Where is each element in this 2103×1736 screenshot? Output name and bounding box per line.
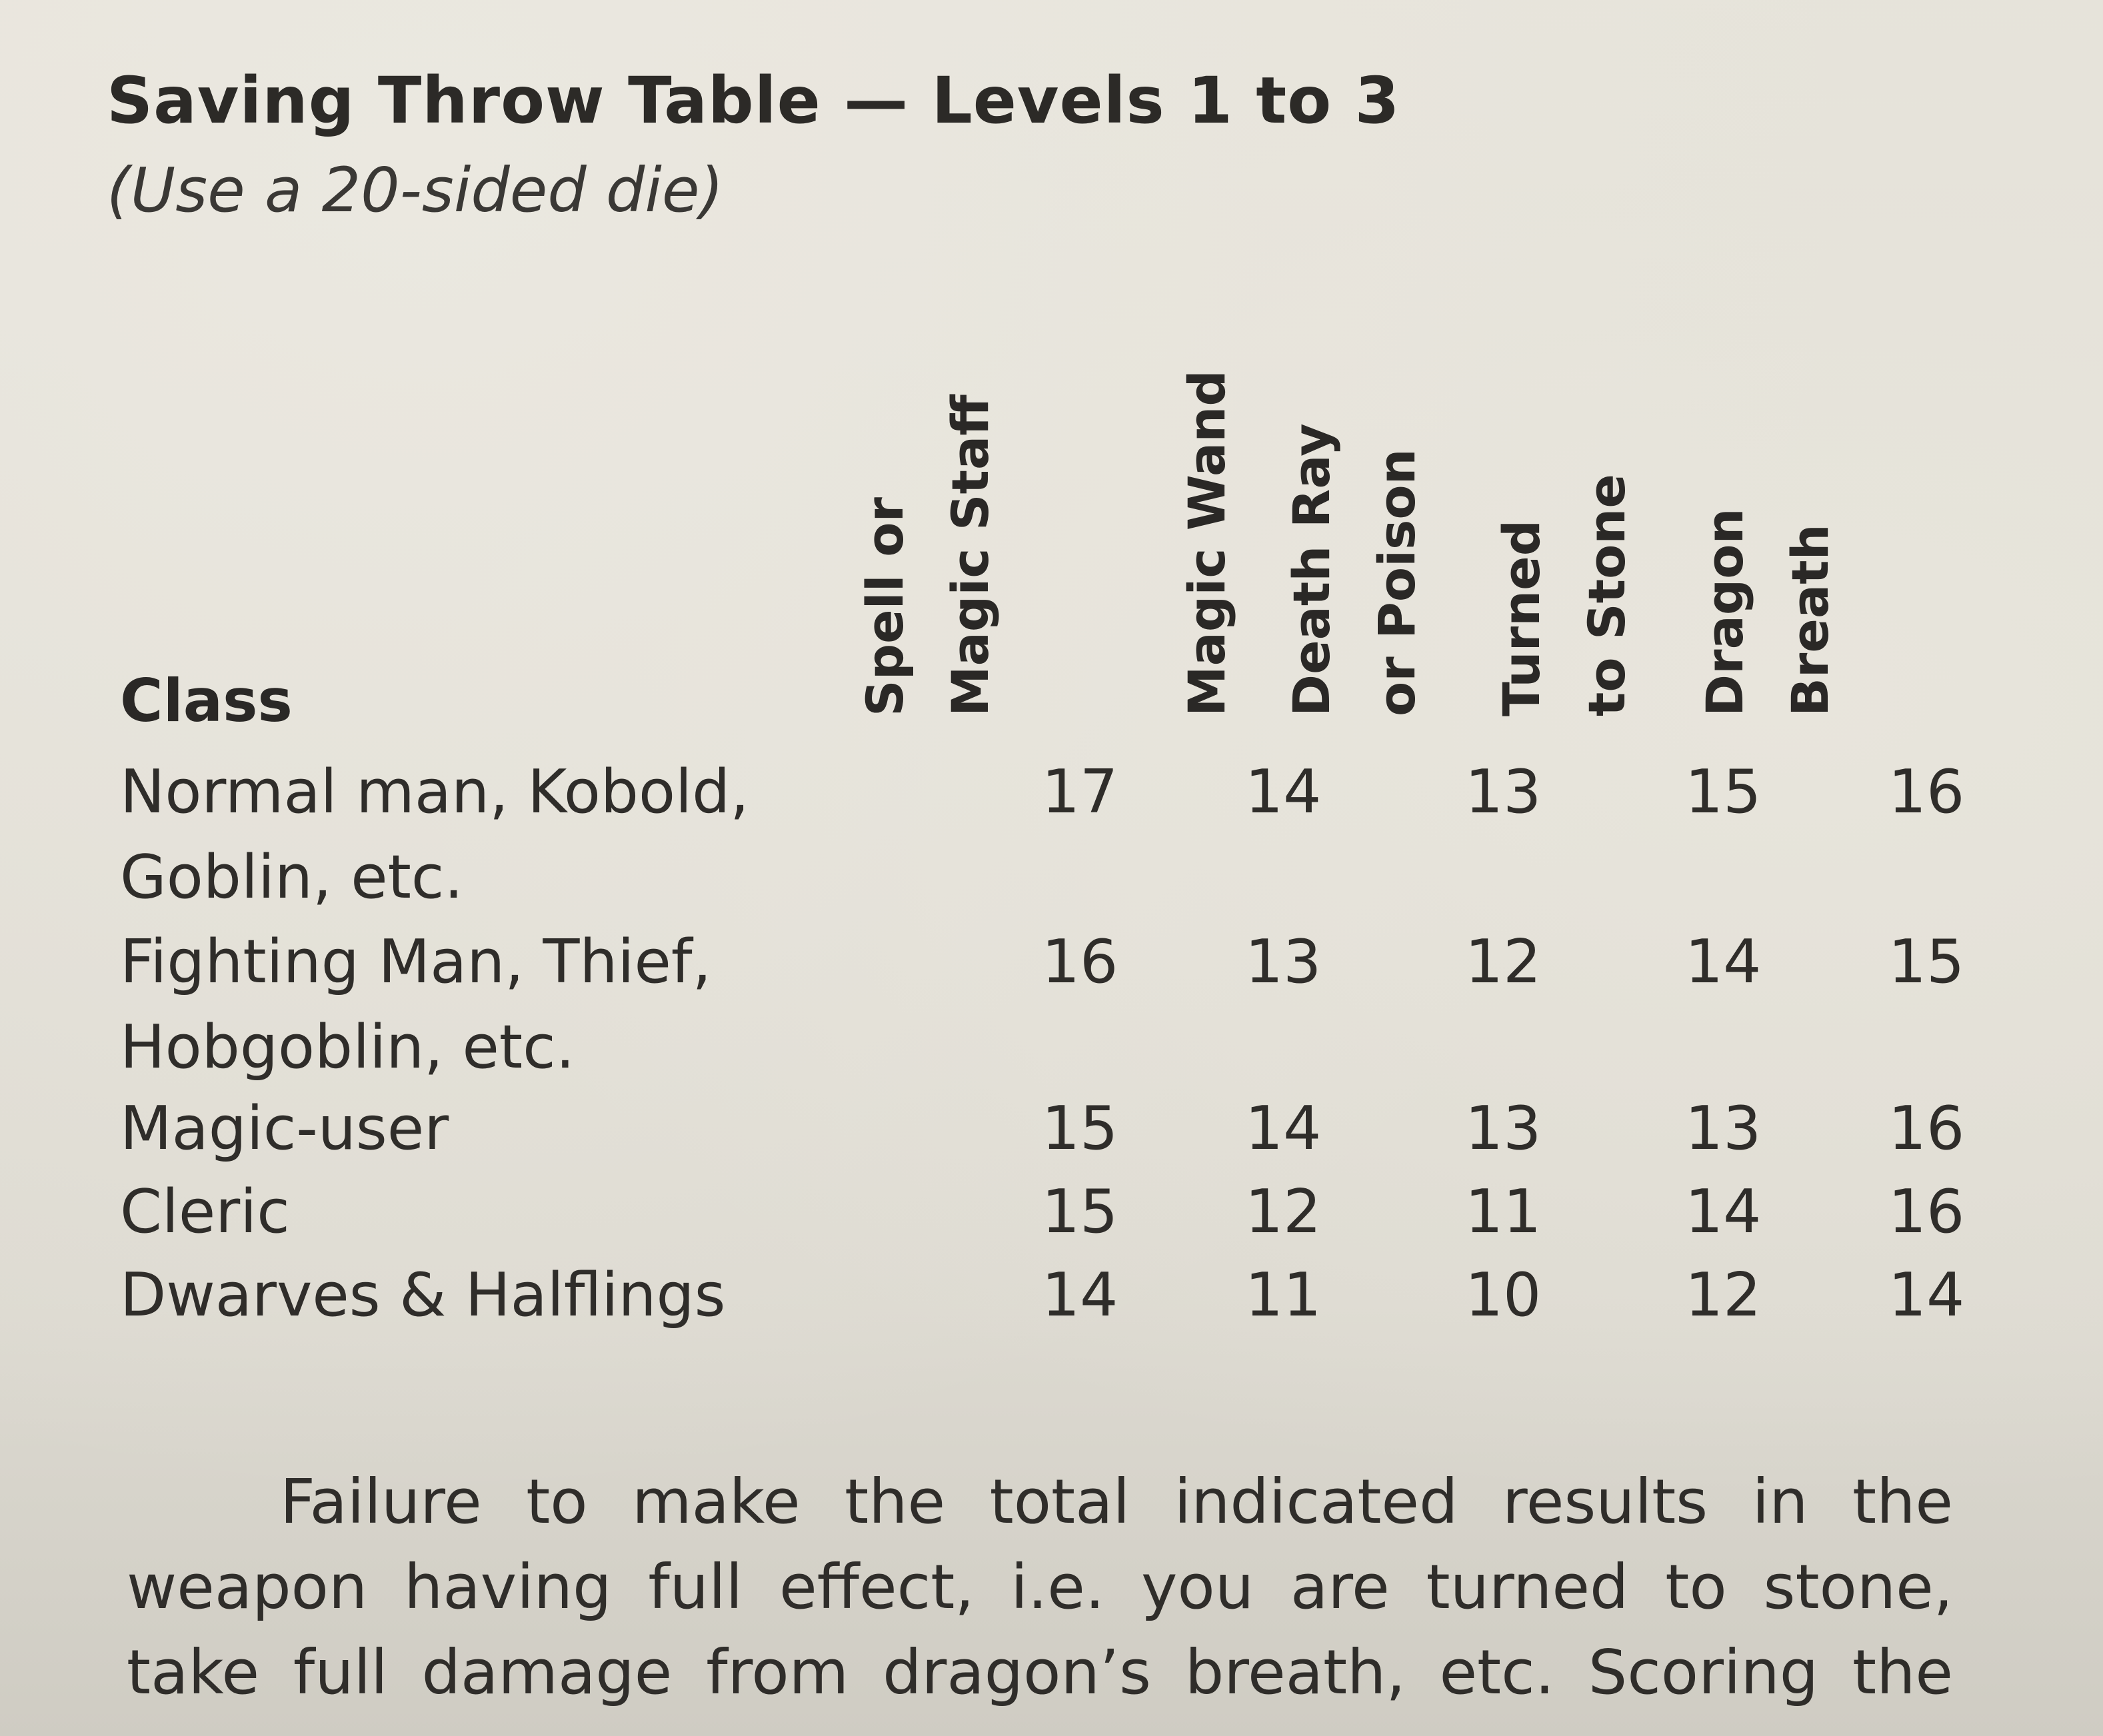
save-value: 13 <box>1464 1094 1542 1164</box>
class-name <box>120 1253 726 1338</box>
class-name <box>120 1086 449 1172</box>
save-value: 13 <box>1684 1094 1762 1164</box>
column-header-line: Magic Wand <box>1177 370 1236 716</box>
column-header-line: to Stone <box>1577 474 1636 716</box>
save-value: 15 <box>1041 1177 1118 1247</box>
column-header-line: Breath <box>1780 524 1840 716</box>
save-value: 16 <box>1888 757 1965 827</box>
save-value: 12 <box>1464 927 1542 997</box>
class-column-header: Class <box>120 666 293 735</box>
class-name-line: Cleric <box>120 1177 290 1247</box>
column-header-line: Death Ray <box>1282 423 1341 716</box>
class-name-line: Dwarves & Halflings <box>120 1260 726 1330</box>
save-value: 16 <box>1888 1094 1965 1164</box>
column-header-line: Magic Staff <box>941 395 1000 716</box>
save-value: 14 <box>1244 1094 1322 1164</box>
class-name-line: Hobgoblin, etc. <box>120 1012 575 1082</box>
body-paragraph <box>127 1459 1953 1715</box>
class-name-line: Goblin, etc. <box>120 842 463 912</box>
class-name-line: Fighting Man, Thief, <box>120 927 712 997</box>
table-title: Saving Throw Table — Levels 1 to 3 <box>107 63 1400 138</box>
save-value: 13 <box>1464 757 1542 827</box>
save-value: 16 <box>1888 1177 1965 1247</box>
class-name-line: Magic-user <box>120 1094 449 1164</box>
save-value: 15 <box>1684 757 1762 827</box>
save-value: 15 <box>1888 927 1965 997</box>
save-value: 17 <box>1041 757 1118 827</box>
table-subtitle: (Use a 20-sided die) <box>107 155 724 226</box>
paragraph-line: take full damage from dragon’s breath, etc. Scoring the <box>127 1637 1953 1708</box>
column-header-line: Turned <box>1492 519 1551 716</box>
save-value: 14 <box>1684 927 1762 997</box>
save-value: 13 <box>1244 927 1322 997</box>
column-header-line: Spell or <box>855 497 915 716</box>
class-name <box>120 1170 290 1255</box>
paragraph-line: weapon having full effect, i.e. you are turned to stone, <box>127 1551 1953 1623</box>
column-header-line: Dragon <box>1695 508 1754 716</box>
paragraph-line: Failure to make the total indicated results in the <box>280 1466 1953 1537</box>
save-value: 16 <box>1041 927 1118 997</box>
save-value: 14 <box>1041 1260 1118 1330</box>
save-value: 11 <box>1244 1260 1322 1330</box>
save-value: 12 <box>1244 1177 1322 1247</box>
save-value: 14 <box>1684 1177 1762 1247</box>
save-value: 11 <box>1464 1177 1542 1247</box>
class-name <box>120 750 749 920</box>
column-header-line: or Poison <box>1367 448 1426 716</box>
save-value: 12 <box>1684 1260 1762 1330</box>
save-value: 14 <box>1244 757 1322 827</box>
save-value: 14 <box>1888 1260 1965 1330</box>
class-name-line: Normal man, Kobold, <box>120 757 749 827</box>
save-value: 10 <box>1464 1260 1542 1330</box>
class-name <box>120 920 711 1090</box>
save-value: 15 <box>1041 1094 1118 1164</box>
